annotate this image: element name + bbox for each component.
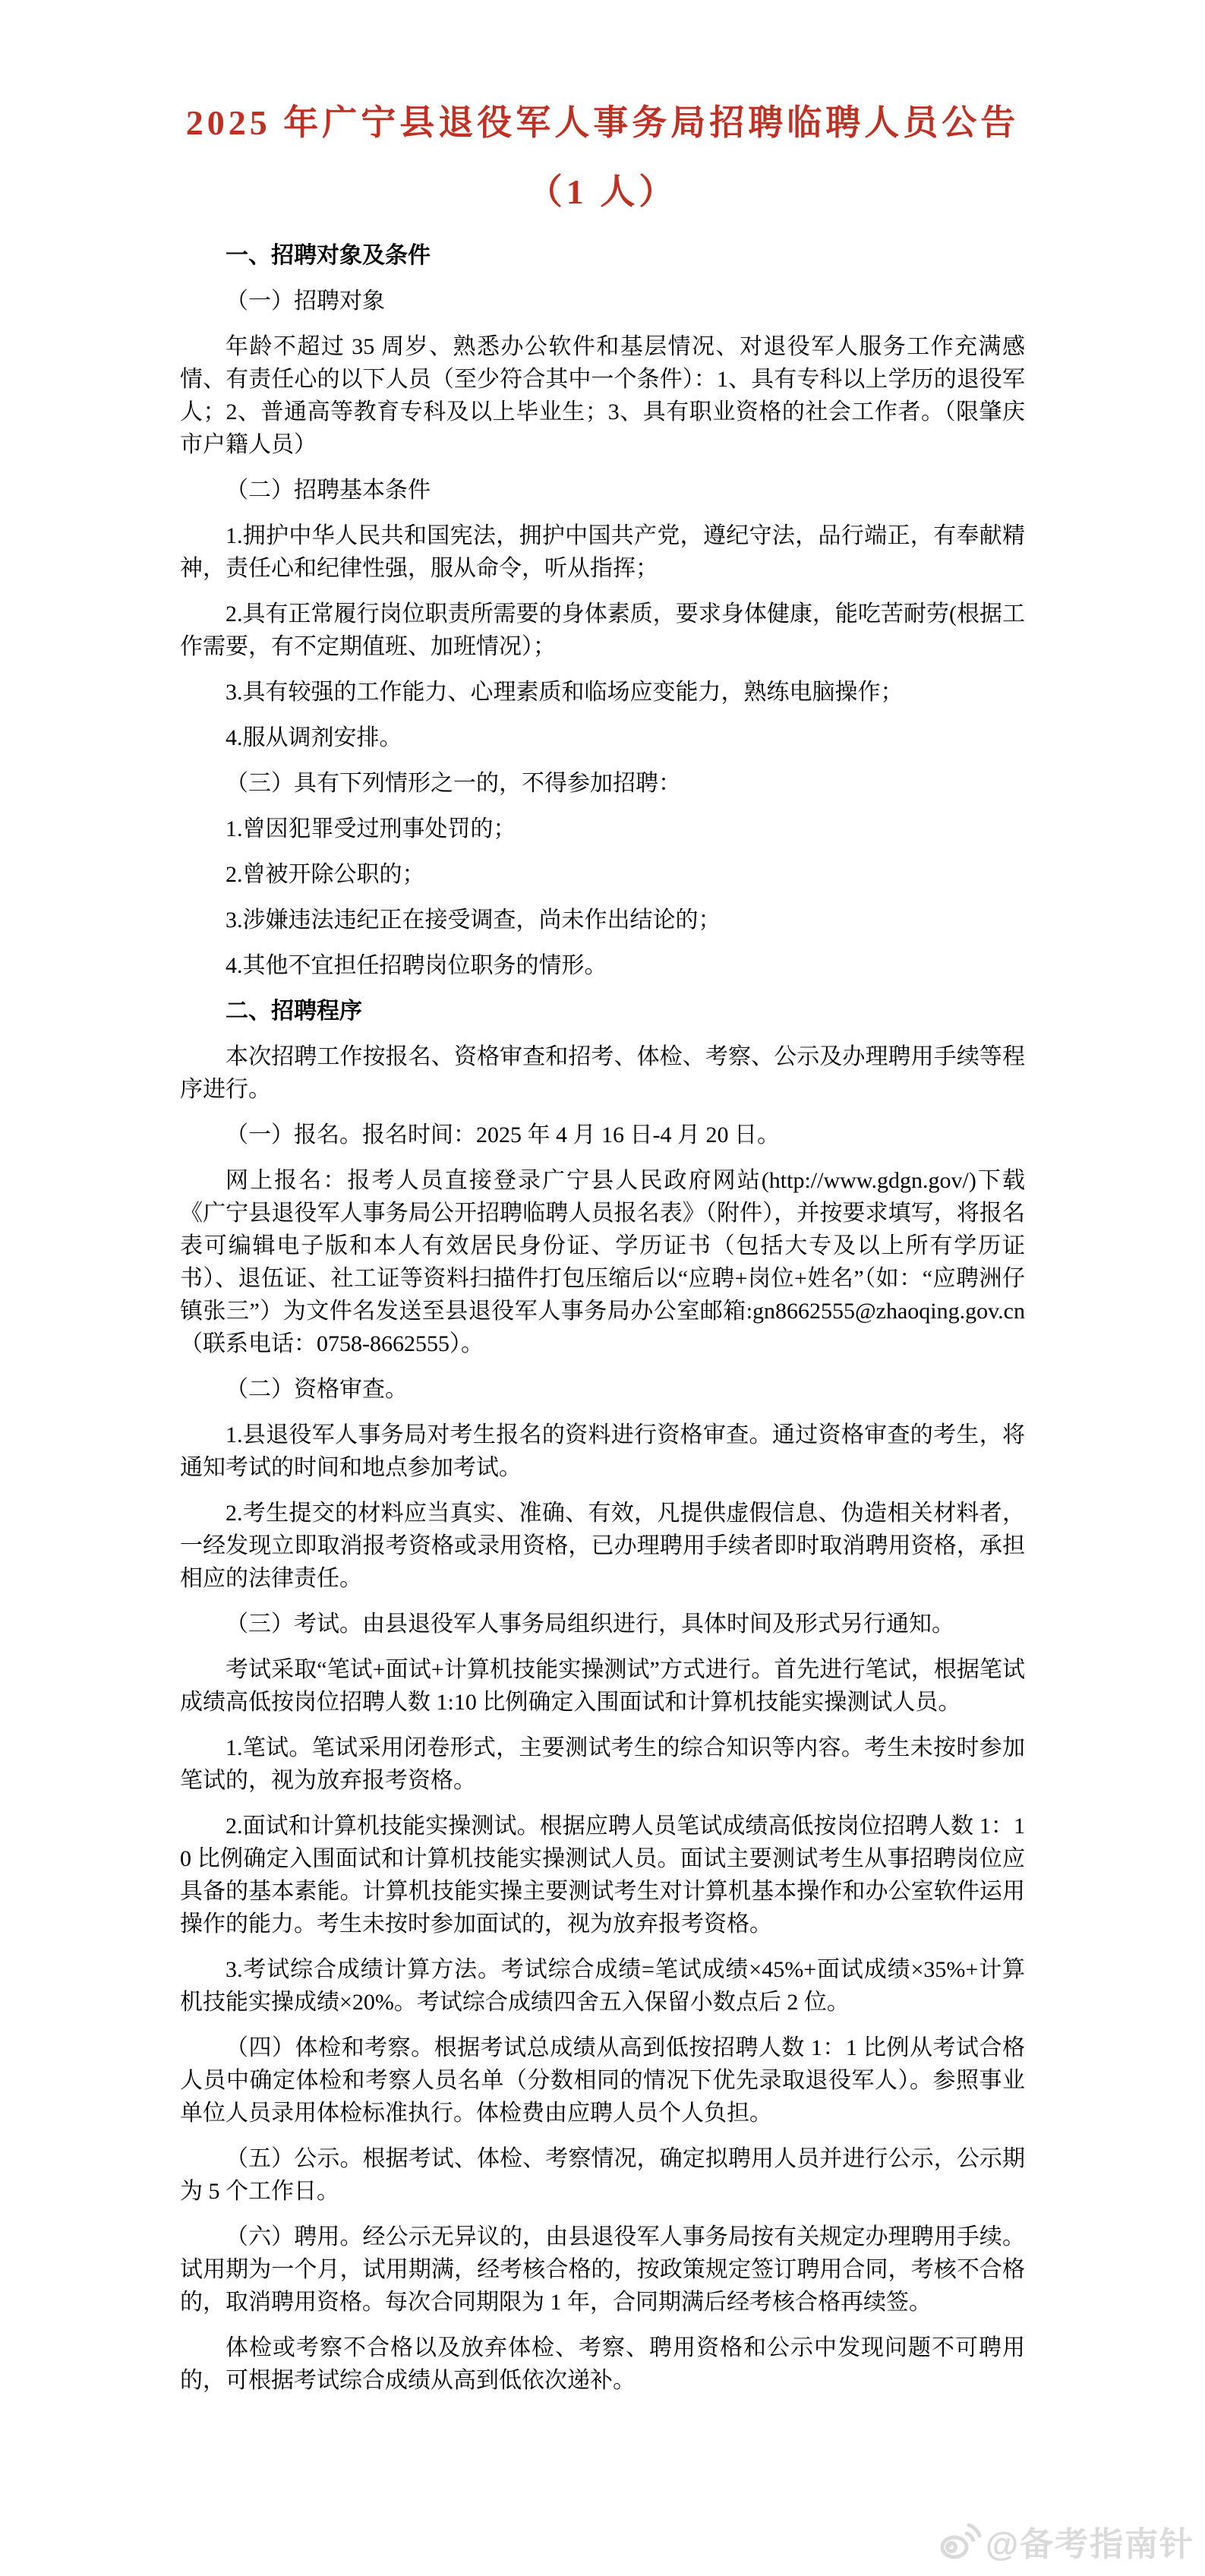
paragraph: 1.曾因犯罪受过刑事处罚的；	[226, 816, 516, 841]
watermark-handle: @备考指南针	[986, 2526, 1194, 2563]
paragraph: 3.涉嫌违法违纪正在接受调查，尚未作出结论的；	[226, 908, 721, 933]
paragraph: 4.服从调剂安排。	[226, 725, 402, 750]
paragraph: 4.其他不宜担任招聘岗位职务的情形。	[226, 953, 607, 978]
document-title: 2025 年广宁县退役军人事务局招聘临聘人员公告（1 人）	[185, 103, 1020, 211]
paragraph: 1.笔试。笔试采用闭卷形式，主要测试考生的综合知识等内容。考生未按时参加笔试的，视为放弃报考资格。	[180, 1735, 1025, 1793]
paragraph: 体检或考察不合格以及放弃体检、考察、聘用资格和公示中发现问题不可聘用的，可根据考试综合成绩从高到低依次递补。	[180, 2335, 1025, 2393]
paragraph: 考试采取“笔试+面试+计算机技能实操测试”方式进行。首先进行笔试，根据笔试成绩高低按岗位招聘人数 1:10 比例确定入围面试和计算机技能实操测试人员。	[180, 1657, 1025, 1715]
document-body	[180, 239, 1025, 2397]
paragraph: 3.具有较强的工作能力、心理素质和临场应变能力，熟练电脑操作；	[226, 680, 904, 705]
paragraph: 网上报名：报考人员直接登录广宁县人民政府网站(http://www.gdgn.gov/)下载《广宁县退役军人事务局公开招聘临聘人员报名表》（附件），并按要求填写，将报名表可编辑电子版和本人有效居民身份证、学历证书（包括大专及以上所有学历证书）、退伍证、社工证等资料扫描件打包压缩后以“应聘+岗位+姓名”（如：“应聘洲仔镇张三”）为文件名发送至县退役军人事务局办公室邮箱:gn8662555@zhaoqing.gov.cn（联系电话：0758-8662555）。	[180, 1168, 1025, 1356]
paragraph: 2.曾被开除公职的；	[226, 862, 425, 887]
paragraph: （三）考试。由县退役军人事务局组织进行，具体时间及形式另行通知。	[226, 1612, 954, 1637]
paragraph: （六）聘用。经公示无异议的，由县退役军人事务局按有关规定办理聘用手续。试用期为一个月，试用期满，经考核合格的，按政策规定签订聘用合同，考核不合格的，取消聘用资格。每次合同期限为 1 年，合同期满后经考核合格再续签。	[180, 2224, 1025, 2315]
section-heading: 二、招聘程序	[226, 999, 362, 1024]
paragraph: 本次招聘工作按报名、资格审查和招考、体检、考察、公示及办理聘用手续等程序进行。	[180, 1044, 1025, 1102]
paragraph: 3.考试综合成绩计算方法。考试综合成绩=笔试成绩×45%+面试成绩×35%+计算机技能实操成绩×20%。考试综合成绩四舍五入保留小数点后 2 位。	[180, 1957, 1025, 2015]
paragraph: （五）公示。根据考试、体检、考察情况，确定拟聘用人员并进行公示，公示期为 5 个工作日。	[180, 2146, 1025, 2204]
paragraph: 1.县退役军人事务局对考生报名的资料进行资格审查。通过资格审查的考生，将通知考试的时间和地点参加考试。	[180, 1422, 1025, 1480]
paragraph: 2.考生提交的材料应当真实、准确、有效，凡提供虚假信息、伪造相关材料者，一经发现立即取消报考资格或录用资格，已办理聘用手续者即时取消聘用资格，承担相应的法律责任。	[180, 1501, 1025, 1591]
section-heading: 一、招聘对象及条件	[226, 243, 431, 268]
watermark	[938, 2517, 1194, 2565]
paragraph: 2.具有正常履行岗位职责所需要的身体素质，要求身体健康，能吃苦耐劳(根据工作需要，有不定期值班、加班情况）；	[180, 601, 1025, 659]
paragraph: （二）资格审查。	[226, 1377, 408, 1402]
paragraph: （一）报名。报名时间：2025 年 4 月 16 日-4 月 20 日。	[226, 1122, 780, 1148]
paragraph: （三）具有下列情形之一的，不得参加招聘：	[226, 771, 681, 796]
paragraph: （二）招聘基本条件	[226, 478, 431, 503]
paragraph: 年龄不超过 35 周岁、熟悉办公软件和基层情况、对退役军人服务工作充满感情、有责任心的以下人员（至少符合其中一个条件）：1、具有专科以上学历的退役军人；2、普通高等教育专科及以上毕业生；3、具有职业资格的社会工作者。（限肇庆市户籍人员）	[180, 334, 1025, 457]
paragraph: 1.拥护中华人民共和国宪法，拥护中国共产党，遵纪守法，品行端正，有奉献精神，责任心和纪律性强，服从命令，听从指挥；	[180, 523, 1025, 581]
paragraph: 2.面试和计算机技能实操测试。根据应聘人员笔试成绩高低按岗位招聘人数 1：10 比例确定入围面试和计算机技能实操测试人员。面试主要测试考生从事招聘岗位应具备的基本素能。计算机技能实操主要测试考生对计算机基本操作和办公室软件运用操作的能力。考生未按时参加面试的，视为放弃报考资格。	[180, 1814, 1025, 1937]
paragraph: （一）招聘对象	[226, 289, 385, 314]
paragraph: （四）体检和考察。根据考试总成绩从高到低按招聘人数 1：1 比例从考试合格人员中确定体检和考察人员名单（分数相同的情况下优先录取退役军人）。参照事业单位人员录用体检标准执行。体检费由应聘人员个人负担。	[180, 2035, 1025, 2126]
weibo-icon	[938, 2521, 983, 2561]
